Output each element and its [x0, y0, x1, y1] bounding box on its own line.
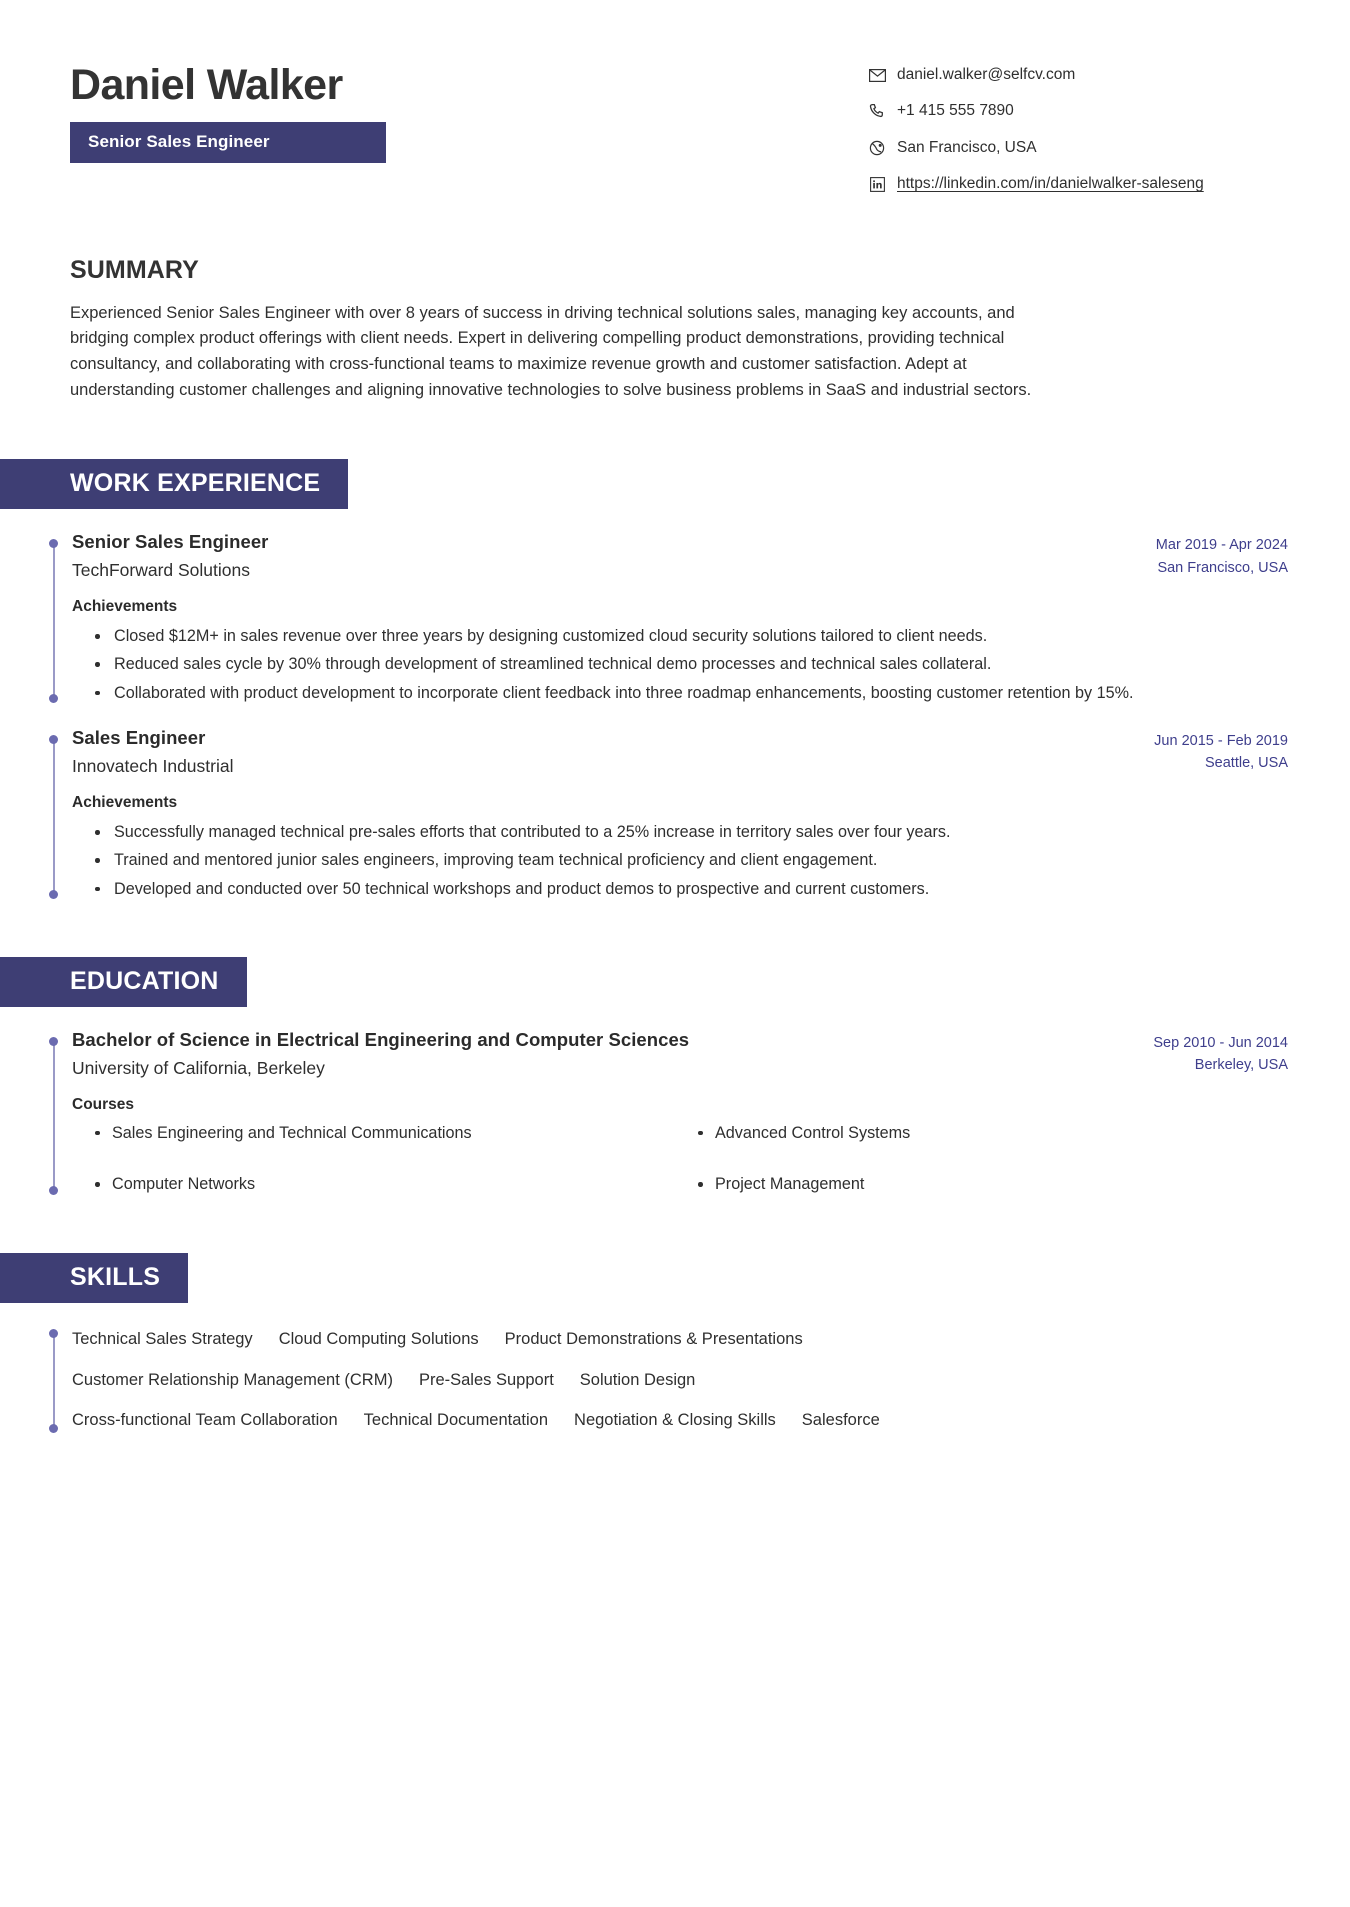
- timeline-dot-top: [49, 1037, 58, 1046]
- summary-heading: SUMMARY: [70, 255, 199, 284]
- skills-banner-wrap: [0, 1253, 1350, 1303]
- education-location: Berkeley, USA: [1194, 1057, 1288, 1074]
- work-location: Seattle, USA: [1204, 755, 1288, 772]
- work-experience-heading: WORK EXPERIENCE: [0, 459, 348, 509]
- contact-list: [868, 56, 1288, 196]
- education-heading: EDUCATION: [0, 957, 247, 1007]
- work-location: San Francisco, USA: [1157, 559, 1288, 576]
- list-item: Project Management: [715, 1173, 1288, 1196]
- list-item: Successfully managed technical pre-sales efforts that contributed to a 25% increase in territory sales over four years.: [112, 820, 1288, 844]
- timeline-dot-top: [49, 539, 58, 548]
- work-entry-meta: [1156, 531, 1288, 579]
- skills-row: [72, 1327, 1288, 1352]
- globe-icon: [868, 139, 886, 157]
- education-entry-meta: [1153, 1029, 1288, 1077]
- work-experience-banner-wrap: [0, 459, 1350, 509]
- work-role: Sales Engineer: [72, 727, 206, 749]
- skills-row: [72, 1368, 1288, 1393]
- skill-item: Product Demonstrations & Presentations: [504, 1329, 803, 1348]
- work-entry: [52, 727, 1288, 901]
- education-entry-header: [72, 1029, 1288, 1079]
- work-achievements-label: Achievements: [72, 598, 178, 616]
- work-date: Jun 2015 - Feb 2019: [1154, 733, 1288, 750]
- work-achievements-list: [72, 820, 1288, 901]
- list-item: Closed $12M+ in sales revenue over three years by designing customized cloud security solutions tailored to client needs.: [112, 624, 1288, 648]
- contact-linkedin[interactable]: [868, 173, 1288, 195]
- education-degree: Bachelor of Science in Electrical Engineering and Computer Sciences: [72, 1028, 690, 1050]
- skill-item: Negotiation & Closing Skills: [574, 1411, 776, 1430]
- work-experience-entries: [0, 531, 1350, 901]
- skill-item: Salesforce: [801, 1411, 880, 1430]
- timeline-line: [53, 1041, 55, 1191]
- skills-heading: SKILLS: [0, 1253, 188, 1303]
- linkedin-icon: [868, 175, 886, 193]
- timeline-dot-top: [49, 1329, 58, 1338]
- identity-block: [70, 56, 386, 163]
- list-item: Developed and conducted over 50 technical workshops and product demos to prospective and current customers.: [112, 877, 1288, 901]
- education-entry: [52, 1029, 1288, 1197]
- education-organization: University of California, Berkeley: [72, 1057, 325, 1078]
- list-item: Reduced sales cycle by 30% through development of streamlined technical demo processes and technical sales collateral.: [112, 652, 1288, 676]
- work-organization: TechForward Solutions: [72, 560, 250, 581]
- job-title-badge: Senior Sales Engineer: [70, 122, 386, 163]
- skill-item: Solution Design: [579, 1370, 696, 1389]
- timeline-line: [53, 1333, 55, 1429]
- resume-header: [0, 0, 1350, 196]
- work-achievements-label: Achievements: [72, 794, 178, 812]
- summary-section: [0, 256, 1350, 403]
- list-item: Collaborated with product development to incorporate client feedback into three roadmap enhancements, boosting customer retention by 15%.: [112, 681, 1288, 705]
- education-entry-titles: [72, 1029, 1129, 1079]
- skill-item: Cloud Computing Solutions: [278, 1329, 479, 1348]
- work-entry: [52, 531, 1288, 705]
- contact-location: [868, 137, 1288, 159]
- contact-phone: [868, 100, 1288, 122]
- list-item: Computer Networks: [112, 1173, 685, 1196]
- timeline-dot-top: [49, 735, 58, 744]
- work-achievements-list: [72, 624, 1288, 705]
- work-entry-meta: [1154, 727, 1288, 775]
- list-item: Sales Engineering and Technical Communications: [112, 1122, 685, 1145]
- timeline-line: [53, 543, 55, 699]
- work-entry-titles: [72, 727, 1130, 777]
- timeline-line: [53, 739, 55, 895]
- education-courses-label: Courses: [72, 1095, 135, 1113]
- contact-linkedin-text[interactable]: https://linkedin.com/in/danielwalker-saleseng: [897, 175, 1204, 193]
- work-organization: Innovatech Industrial: [72, 756, 234, 777]
- skill-item: Customer Relationship Management (CRM): [72, 1370, 393, 1389]
- skill-item: Technical Sales Strategy: [72, 1329, 253, 1348]
- timeline-dot-bottom: [49, 1424, 58, 1433]
- candidate-name: Daniel Walker: [70, 61, 343, 109]
- skills-list: [0, 1327, 1350, 1433]
- work-entry-header: [72, 727, 1288, 777]
- contact-phone-text: +1 415 555 7890: [897, 102, 1014, 120]
- contact-location-text: San Francisco, USA: [897, 138, 1037, 156]
- work-entry-titles: [72, 531, 1132, 581]
- contact-email: [868, 64, 1288, 86]
- timeline-dot-bottom: [49, 694, 58, 703]
- education-entries: [0, 1029, 1350, 1197]
- work-entry-header: [72, 531, 1288, 581]
- skill-item: Cross-functional Team Collaboration: [72, 1411, 338, 1430]
- skill-item: Pre-Sales Support: [418, 1370, 554, 1389]
- work-role: Senior Sales Engineer: [72, 531, 269, 553]
- list-item: Trained and mentored junior sales engineers, improving team technical proficiency and client engagement.: [112, 848, 1288, 872]
- education-date: Sep 2010 - Jun 2014: [1153, 1034, 1288, 1051]
- phone-icon: [868, 102, 886, 120]
- contact-email-text: daniel.walker@selfcv.com: [897, 66, 1076, 83]
- timeline-dot-bottom: [49, 1186, 58, 1195]
- envelope-icon: [868, 66, 886, 84]
- summary-text: Experienced Senior Sales Engineer with over 8 years of success in driving technical solutions sales, managing key accounts, and bridging complex product offerings with client needs. Expert in delivering compelling product demonstrations, providing technical consultancy, and collaborating with cross-functional teams to maximize revenue growth and customer satisfaction. Adept at understanding customer challenges and aligning innovative technologies to solve business problems in SaaS and industrial sectors.: [70, 303, 1032, 399]
- skill-item: Technical Documentation: [363, 1411, 549, 1430]
- list-item: Advanced Control Systems: [715, 1122, 1288, 1145]
- skills-row: [72, 1408, 1288, 1433]
- education-courses-list: [72, 1122, 1288, 1197]
- education-banner-wrap: [0, 957, 1350, 1007]
- work-date: Mar 2019 - Apr 2024: [1155, 537, 1288, 554]
- timeline-dot-bottom: [49, 890, 58, 899]
